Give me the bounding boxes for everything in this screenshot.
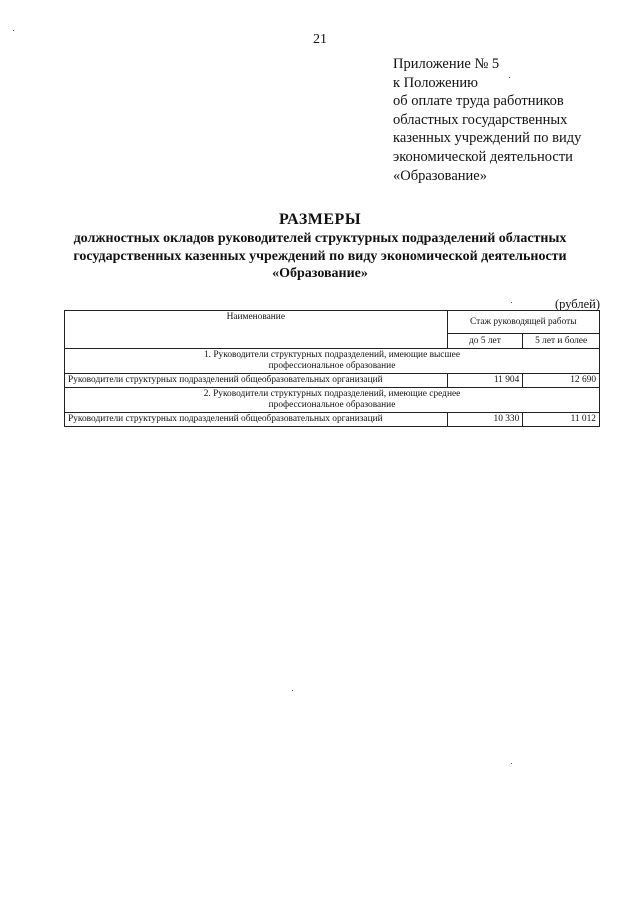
salary-table <box>64 310 600 427</box>
row-value-under-5: 11 904 <box>447 374 523 388</box>
header-name: Наименование <box>65 311 448 349</box>
appendix-line: к Положению <box>393 74 478 91</box>
row-value-5-plus: 11 012 <box>523 413 600 427</box>
scan-speck <box>13 30 14 31</box>
header-experience: Стаж руководящей работы <box>447 311 599 334</box>
table-header-row <box>65 311 600 334</box>
section-heading-line: 2. Руководители структурных подразделений, имеющие среднее <box>203 389 461 399</box>
section-heading <box>65 349 600 374</box>
section-heading <box>65 388 600 413</box>
scan-speck <box>511 763 512 764</box>
section-heading-line: профессиональное образование <box>268 400 396 410</box>
row-value-5-plus: 12 690 <box>523 374 600 388</box>
title-sub-line: государственных казенных учреждений по виду экономической деятельности <box>73 248 567 264</box>
appendix-line: Приложение № 5 <box>393 56 500 72</box>
section-heading-line: 1. Руководители структурных подразделений, имеющие высшее <box>203 350 461 360</box>
header-under-5-years: до 5 лет <box>447 334 523 349</box>
scan-speck <box>292 690 293 691</box>
document-title <box>40 210 600 283</box>
appendix-line: об оплате труда работников <box>393 93 564 110</box>
table-row <box>65 374 600 388</box>
appendix-reference <box>393 55 623 185</box>
section-heading-row <box>65 388 600 413</box>
appendix-line: казенных учреждений по виду <box>393 130 582 147</box>
table-row <box>65 413 600 427</box>
row-name: Руководители структурных подразделений общеобразовательных организаций <box>65 374 448 388</box>
row-name: Руководители структурных подразделений общеобразовательных организаций <box>65 413 448 427</box>
appendix-line: «Образование» <box>393 167 487 184</box>
page-number: 21 <box>313 32 327 47</box>
title-sub-line: «Образование» <box>272 266 368 281</box>
title-sub-line: должностных окладов руководителей структурных подразделений областных <box>73 231 567 246</box>
scan-speck <box>511 302 512 303</box>
section-heading-row <box>65 349 600 374</box>
title-main: РАЗМЕРЫ <box>278 211 362 228</box>
units-label: (рублей) <box>554 297 600 311</box>
scan-speck <box>509 77 510 78</box>
section-heading-line: профессиональное образование <box>268 361 396 371</box>
header-5-plus-years: 5 лет и более <box>523 334 600 349</box>
appendix-line: областных государственных <box>393 111 568 128</box>
row-value-under-5: 10 330 <box>447 413 523 427</box>
appendix-line: экономической деятельности <box>393 148 573 165</box>
